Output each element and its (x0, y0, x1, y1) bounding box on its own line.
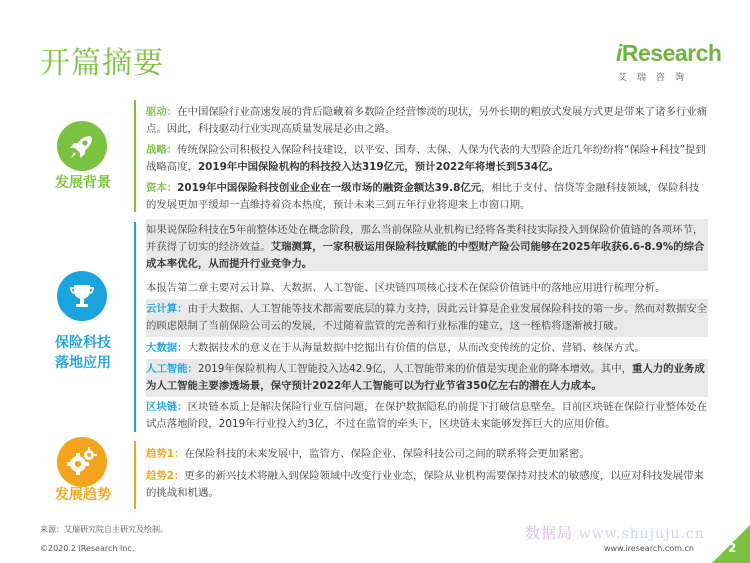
ai-paragraph: 人工智能：2019年保险机构人工智能投入达42.9亿，人工智能带来的价值是实现企业的降本增效。其中，重人力的业务成为人工智能主要渗透场景，保守预计2022年人工智能可以为行业节省350亿左右的潜在人力成本。 (146, 363, 705, 392)
iresearch-logo (616, 40, 722, 88)
blockchain-paragraph: 区块链：区块链本质上是解决保险行业互信问题，在保护数据隐私的前提下打破信息壁垒。目前区块链在保险行业整体处在试点落地阶段，2019年行业投入约3亿，不过在监管的牵头下，区块链未来能够发挥巨大的应用价值。 (146, 401, 708, 430)
page-number: 2 (728, 541, 737, 555)
trend-2-paragraph: 趋势2：更多的新兴技术将融入到保险领域中改变行业业态，保险从业机构需要保持对技术的敏感度，以应对科技发展带来的挑战和机遇。 (146, 470, 704, 499)
application-intro-paragraph: 如果说保险科技在5年前整体还处在概念阶段，那么当前保险从业机构已经将各类科技实际投入到保险价值链的各项环节，并获得了切实的经济效益。艾瑞测算，一家积极运用保险科技赋能的中型财产险公司能够在2025年收获6.6-8.9%的综合成本率优化，从而提升行业竞争力。 (146, 224, 705, 270)
section-divider-trends (134, 441, 136, 509)
rocket-icon (57, 121, 107, 171)
trend-1-paragraph: 趋势1：在保险科技的未来发展中，监管方、保险企业、保险科技公司之间的联系将会更加紧密。 (146, 448, 590, 460)
gears-icon (57, 437, 107, 487)
background-strategy-paragraph: 战略：传统保险公司积极投入保险科技建设，以平安、国寿、太保、人保为代表的大型险企近几年纷纷将“保险+科技”提到战略高度，2019年中国保险机构的科技投入达319亿元，预计2022年将增长到534亿。 (146, 144, 706, 173)
footer-url: www.iresearch.com.cn (604, 544, 694, 553)
footer-copyright: ©2020.2 iResearch Inc. (40, 544, 135, 553)
cloud-paragraph: 云计算：由于大数据、人工智能等技术都需要底层的算力支持，因此云计算是企业发展保险科技的第一步。然而对数据安全的顾虑限制了当前保险公司云的发展，不过随着监管的完善和行业标准的建立，这一桎梏将逐渐被打破。 (146, 303, 708, 332)
section-divider-application (134, 222, 136, 432)
section-label-trends: 发展趋势 (55, 487, 111, 503)
section-divider-background (134, 100, 136, 212)
section-label-background: 发展背景 (55, 175, 111, 191)
bigdata-paragraph: 大数据：大数据技术的意义在于从海量数据中挖掘出有价值的信息，从而改变传统的定价、营销、核保方式。 (146, 342, 645, 354)
application-chapter-paragraph: 本报告第二章主要对云计算、大数据、人工智能、区块链四项核心技术在保险价值链中的落地应用进行梳理分析。 (146, 282, 666, 294)
footer-source: 来源：艾瑞研究院自主研究及绘制。 (40, 525, 168, 534)
trophy-icon (57, 271, 107, 321)
background-capital-paragraph: 资本：2019年中国保险科技创业企业在一级市场的融资金额达39.8亿元，相比于支付、信贷等金融科技领域，保险科技的发展更加平缓却一直维持着资本热度，预计未来三到五年行业将迎来上市窗口期。 (146, 182, 700, 211)
logo-subtitle: 艾瑞咨询 (618, 73, 695, 83)
watermark: 数据局 www.shujuju.cn (525, 524, 705, 542)
page-title: 开篇摘要 (40, 46, 164, 81)
section-label-application: 保险科技 落地应用 (55, 335, 111, 371)
background-drive-paragraph: 驱动：在中国保险行业高速发展的背后隐藏着多数险企经营惨淡的现状，另外长期的粗放式发展方式更是带来了诸多行业痛点。因此，科技驱动行业实现高质量发展是必由之路。 (146, 106, 708, 135)
logo-wordmark: iResearch (616, 40, 722, 66)
